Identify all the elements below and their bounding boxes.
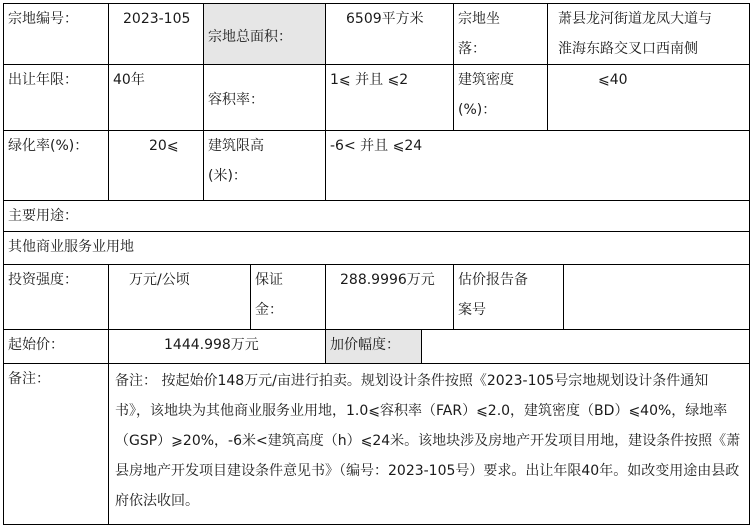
value-location [547,3,750,65]
label-location-line2: 落： [458,41,486,57]
label-deposit-line1: 保证 [255,272,283,288]
label-notes: 备注： [3,363,109,525]
label-height-limit [203,130,326,201]
value-invest-intensity: 万元/公顷 [108,264,251,330]
label-deposit-line2: 金： [255,302,283,318]
label-main-use: 主要用途： [3,200,750,232]
value-notes: 备注： 按起始价148万元/亩进行拍卖。规划设计条件按照《2023-105号宗地规划设计条件通知书》，该地块为其他商业服务业用地，1.0⩽容积率（FAR）⩽2.0，建筑密度（BD）⩽40%，绿地率（GSP）⩾20%，-6米<建筑高度（h）⩽24米。该地块涉及房地产开发项目用地，建设条件按照《萧县房地产开发项目建设条件意见书》（编号：2023-105号）要求。出让年限40年。如改变用途由县政府依法收回。 [108,363,750,525]
label-density-line1: 建筑密度 [458,72,514,88]
value-location-line2: 淮海东路交叉口西南侧 [558,41,698,57]
label-density [453,64,548,131]
label-starting-price: 起始价： [3,329,109,364]
label-report-line1: 估价报告备 [458,272,528,288]
label-height-line2: (米)： [208,168,247,184]
value-density: ⩽40 [547,64,750,131]
value-total-area: 6509平方米 [325,3,454,65]
label-term: 出让年限： [3,64,109,131]
value-bid-increment [421,329,750,364]
value-deposit: 288.9996万元 [325,264,454,330]
label-total-area: 宗地总面积： [203,3,326,65]
value-parcel-no: 2023-105 [108,3,204,65]
label-deposit [250,264,326,330]
label-report-line2: 案号 [458,302,486,318]
label-parcel-no: 宗地编号： [3,3,109,65]
label-location-line1: 宗地坐 [458,11,500,27]
label-invest-intensity: 投资强度： [3,264,109,330]
value-starting-price: 1444.998万元 [108,329,326,364]
label-location [453,3,548,65]
value-location-line1: 萧县龙河街道龙凤大道与 [558,11,712,27]
value-far: 1⩽ 并且 ⩽2 [325,64,454,131]
value-term: 40年 [108,64,204,131]
label-bid-increment: 加价幅度： [325,329,422,364]
label-height-line1: 建筑限高 [208,138,264,154]
label-appraisal-report [453,264,564,330]
label-green-rate: 绿化率(%)： [3,130,109,201]
value-height-limit: -6< 并且 ⩽24 [325,130,750,201]
value-main-use: 其他商业服务业用地 [3,231,750,265]
label-far: 容积率： [203,64,326,131]
value-green-rate: 20⩽ [108,130,204,201]
label-density-line2: (%)： [458,102,497,118]
value-appraisal-report [563,264,750,330]
